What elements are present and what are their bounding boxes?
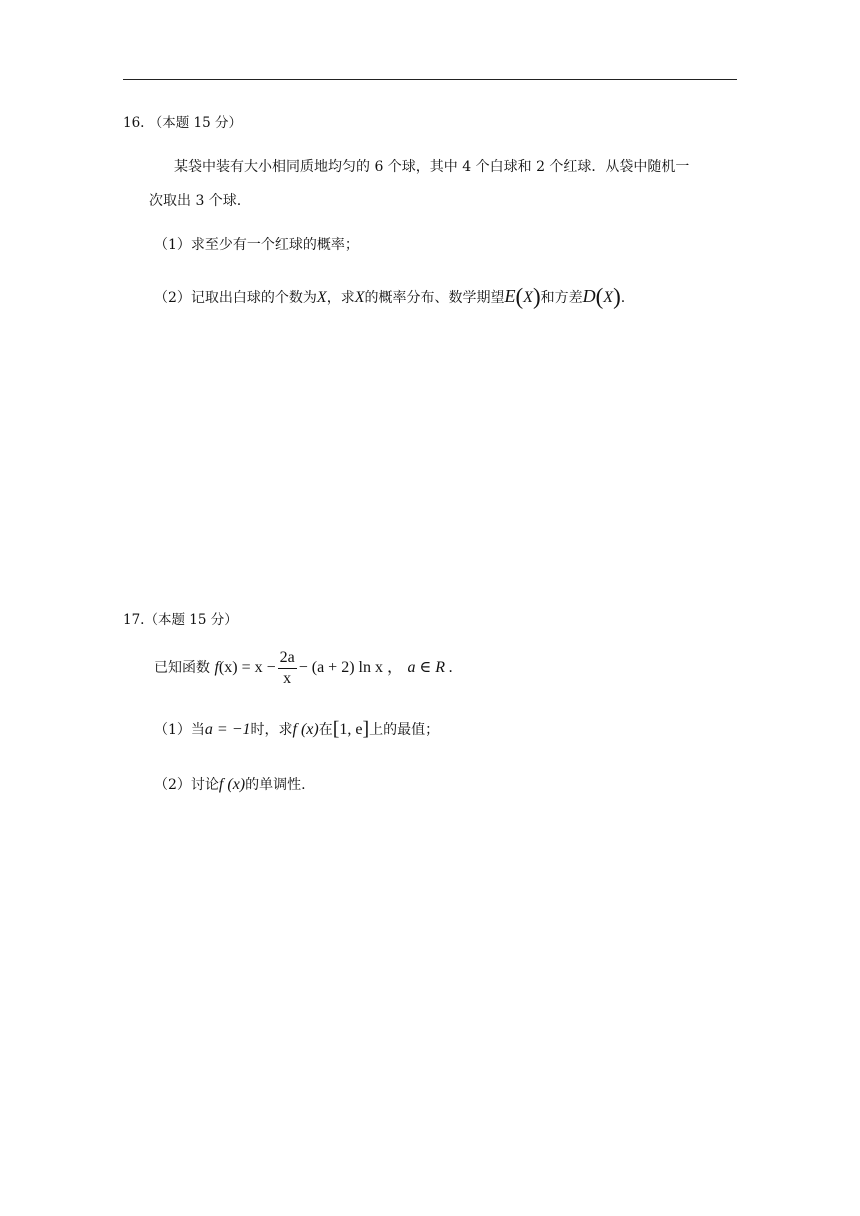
variance-symbol: D: [582, 286, 596, 306]
problem-16-question-1: （1）求至少有一个红球的概率；: [154, 237, 359, 253]
var-x: X: [523, 289, 533, 306]
bracket-open: [: [332, 718, 340, 740]
fraction-numerator: 2a: [278, 648, 297, 669]
var-x: X: [603, 289, 614, 306]
bracket-close: ]: [362, 718, 370, 740]
q2-end: .: [620, 290, 626, 306]
q1-end: 上的最值；: [369, 722, 440, 738]
q1-condition: a = −1: [204, 721, 251, 738]
problem-16-stem-line-2: 次取出 3 个球.: [149, 193, 242, 209]
function-f: f: [214, 659, 219, 676]
problem-17-header: 17.（本题 15 分）: [123, 612, 238, 628]
q1-mid-1: 时，求: [250, 722, 293, 738]
paren-close: ): [532, 284, 541, 309]
header-rule: [123, 79, 737, 80]
domain-condition: a ∈ R .: [407, 659, 454, 676]
paren-close: ): [613, 284, 621, 309]
problem-17-stem: [154, 647, 453, 689]
q1-mid-2: 在: [318, 722, 333, 738]
q2-function: f (x): [218, 776, 246, 793]
q1-prefix: （1）当: [154, 722, 205, 738]
fraction-denominator: x: [283, 669, 292, 687]
q2-mid-3: 和方差: [540, 290, 583, 306]
fraction-2a-over-x: [278, 648, 297, 689]
var-x: X: [354, 289, 365, 306]
q2-prefix: （2）记取出白球的个数为: [154, 290, 317, 306]
q2-mid-2: 的概率分布、数学期望: [364, 290, 505, 306]
stem-prefix: 已知函数: [154, 660, 210, 676]
q2-end: 的单调性.: [245, 777, 306, 793]
problem-17-question-2: [154, 775, 306, 795]
problem-16-header: 16. （本题 15 分）: [123, 115, 243, 131]
q2-mid-1: ，求: [326, 290, 355, 306]
paren-open: (: [595, 284, 604, 309]
q2-prefix: （2）讨论: [154, 777, 219, 793]
q1-function: f (x): [292, 721, 319, 738]
problem-17-question-1: [154, 719, 439, 740]
var-x: X: [316, 289, 327, 306]
problem-16-stem-line-1: 某袋中装有大小相同质地均匀的 6 个球，其中 4 个白球和 2 个红球．从袋中随机一: [174, 159, 690, 175]
problem-16-question-2: [154, 286, 625, 308]
function-def-right: − (a + 2) ln x ，: [298, 659, 403, 676]
paren-open: (: [515, 284, 524, 309]
q1-interval: 1, e: [339, 721, 363, 738]
function-def-left: (x) = x −: [218, 659, 276, 676]
expectation-symbol: E: [504, 286, 516, 306]
